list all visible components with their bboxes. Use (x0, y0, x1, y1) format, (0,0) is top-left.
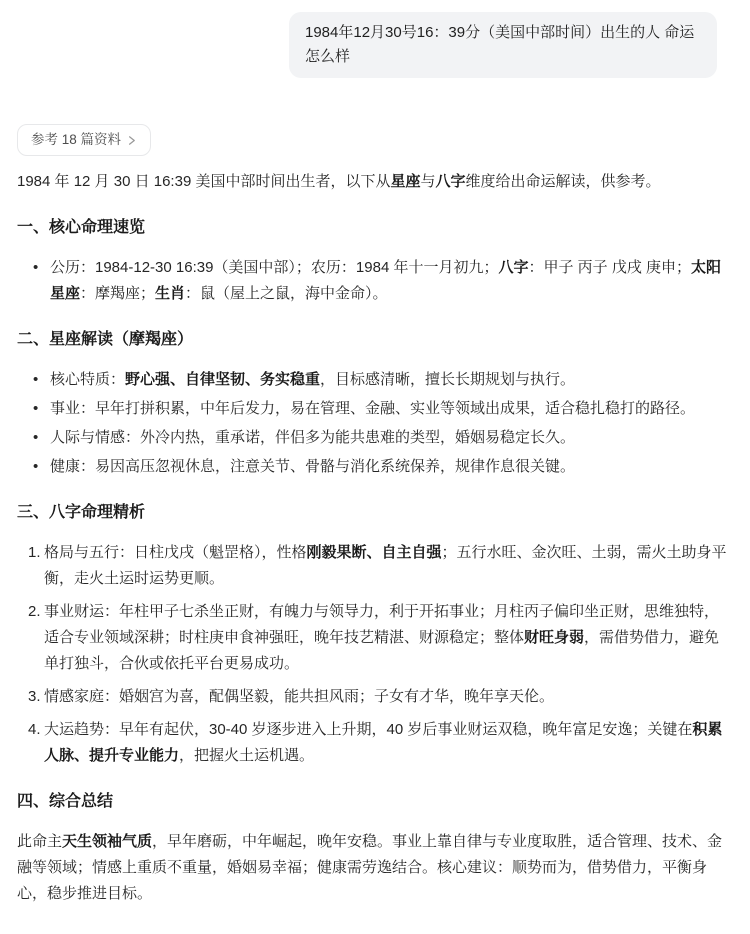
bold-text: 生肖 (155, 284, 186, 302)
section-heading: 三、八字命理精析 (17, 503, 146, 521)
bold-text: 太阳星座 (50, 258, 722, 302)
bold-text: 八字 (498, 258, 529, 276)
text: 此命主 (17, 832, 63, 850)
text: ：甲子 丙子 戊戌 庚申； (528, 258, 692, 276)
section-heading: 二、星座解读（摩羯座） (17, 330, 194, 348)
text: 公历：1984-12-30 16:39（美国中部）；农历：1984 年十一月初九； (50, 258, 499, 276)
references-button[interactable] (17, 124, 151, 156)
bold-text: 财旺身弱 (524, 628, 585, 646)
references-row (17, 124, 733, 156)
text: 大运趋势：早年有起伏，30-40 岁逐步进入上升期，40 岁后事业财运双稳，晚年富足安逸；关键在 (44, 720, 693, 738)
user-message-text: 1984年12月30号16：39分（美国中部时间）出生的人 命运怎么样 (305, 24, 695, 65)
text: 与 (420, 172, 436, 190)
bold-text: 野心强、自律坚韧、务实稳重 (125, 370, 321, 388)
list-item (28, 540, 733, 592)
bold-text: 刚毅果断、自主自强 (306, 543, 442, 561)
chevron-right-icon (126, 134, 137, 146)
paragraph (17, 169, 733, 195)
text: 事业：早年打拼积累，中年后发力，易在管理、金融、实业等领域出成果，适合稳扎稳打的路径。 (50, 399, 696, 417)
bullet-list (17, 367, 733, 480)
bold-text: 天生领袖气质 (62, 832, 153, 850)
references-label: 参考 18 篇资料 (31, 132, 122, 147)
text: 人际与情感：外冷内热，重承诺，伴侣多为能共患难的类型，婚姻易稳定长久。 (50, 428, 576, 446)
bold-text: 积累人脉、提升专业能力 (44, 720, 723, 764)
section-heading: 一、核心命理速览 (17, 218, 146, 236)
list-item (28, 684, 733, 710)
text: ，需借势借力，避免单打独斗，合伙或依托平台更易成功。 (44, 628, 720, 672)
list-item (33, 367, 733, 393)
text: 维度给出命运解读，供参考。 (465, 172, 661, 190)
bold-text: 八字 (435, 172, 466, 190)
list-item (33, 454, 733, 480)
list-item (33, 396, 733, 422)
text: 健康：易因高压忽视休息，注意关节、骨骼与消化系统保养，规律作息很关键。 (50, 457, 576, 475)
assistant-answer (17, 169, 733, 907)
list-item (33, 255, 733, 307)
list-item (28, 599, 733, 677)
user-message-bubble (289, 12, 717, 78)
list-item (33, 425, 733, 451)
text: ；五行水旺、金次旺、土弱，需火土助身平衡，走火土运时运势更顺。 (44, 543, 727, 587)
paragraph (17, 829, 733, 907)
section-heading: 四、综合总结 (17, 792, 114, 810)
user-message-row (17, 12, 733, 78)
bold-text: 星座 (390, 172, 421, 190)
text: ，早年磨砺，中年崛起，晚年安稳。事业上靠自律与专业度取胜，适合管理、技术、金融等领域；情感上重质不重量，婚姻易幸福；健康需劳逸结合。核心建议：顺势而为，借势借力，平衡身心，稳步推进目标。 (17, 832, 723, 902)
text: 情感家庭：婚姻宫为喜，配偶坚毅，能共担风雨；子女有才华，晚年享天伦。 (44, 687, 555, 705)
text: ：鼠（屋上之鼠，海中金命）。 (185, 284, 388, 302)
numbered-list (17, 540, 733, 769)
list-item (28, 717, 733, 769)
text: 格局与五行：日柱戊戌（魁罡格），性格 (44, 543, 307, 561)
bullet-list (17, 255, 733, 307)
text: 核心特质： (50, 370, 126, 388)
text: ，把握火土运机遇。 (179, 746, 315, 764)
text: 事业财运：年柱甲子七杀坐正财，有魄力与领导力，利于开拓事业；月柱丙子偏印坐正财，思维独特，适合专业领域深耕；时柱庚申食神强旺，晚年技艺精湛、财源稳定；整体 (44, 602, 720, 646)
text: ：摩羯座； (80, 284, 156, 302)
text: ，目标感清晰，擅长长期规划与执行。 (320, 370, 576, 388)
text: 1984 年 12 月 30 日 16:39 美国中部时间出生者，以下从 (17, 172, 391, 190)
